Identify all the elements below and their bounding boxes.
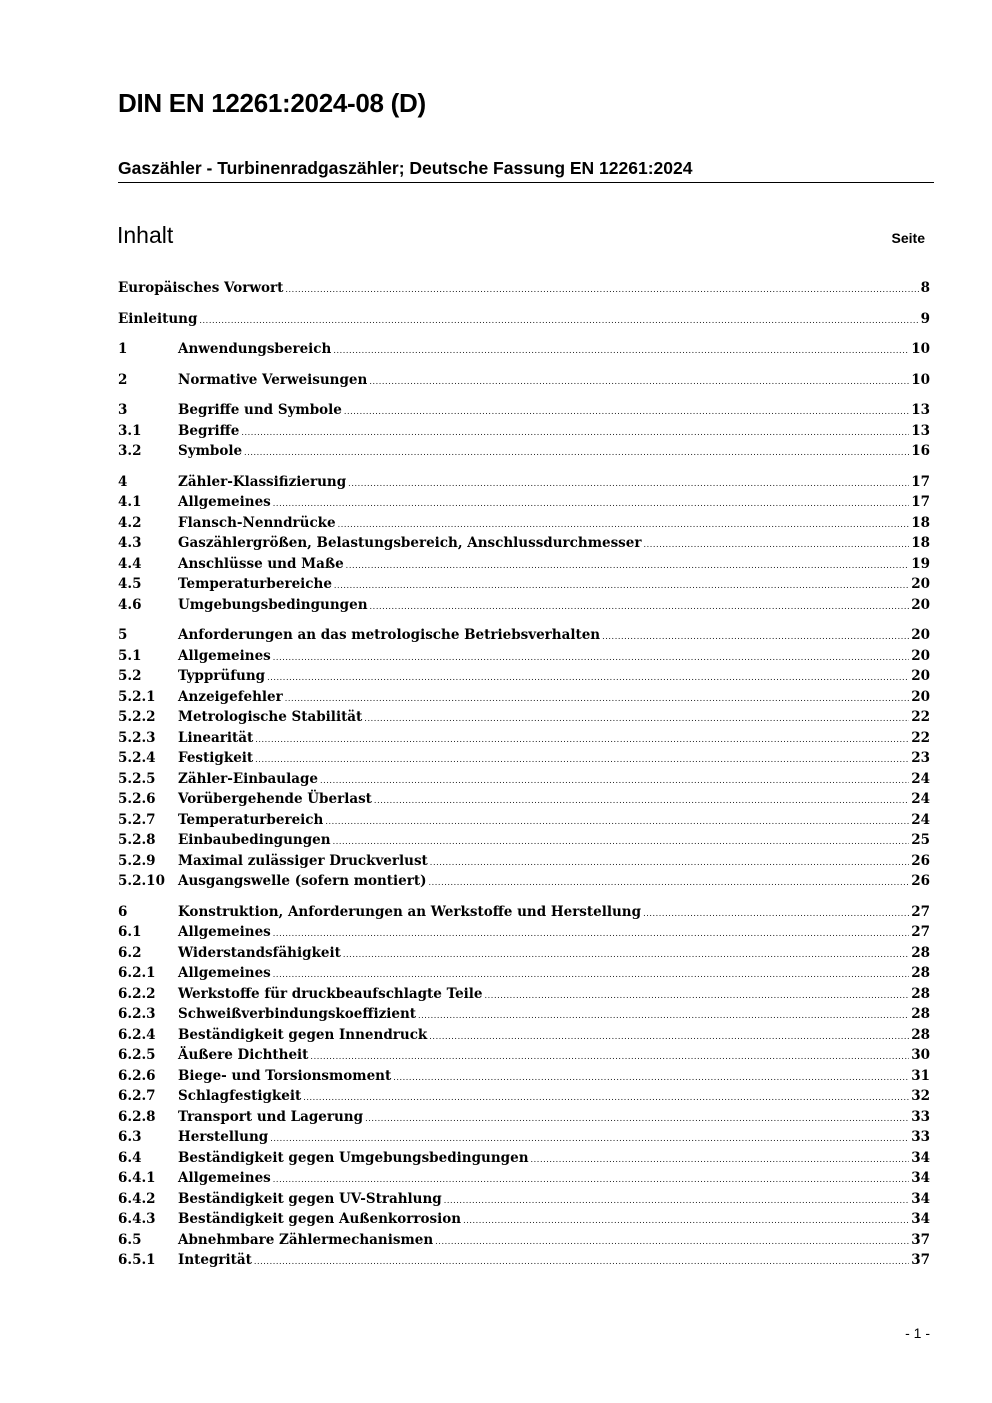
toc-entry[interactable] [118, 1088, 930, 1109]
toc-dot-leader [418, 1011, 909, 1020]
toc-entry-title: Zähler-Einbaulage [178, 770, 318, 787]
toc-entry-number: 4.1 [118, 494, 142, 510]
toc-entry-title: Linearität [178, 729, 254, 746]
toc-entry-page: 13 [911, 422, 930, 439]
toc-entry[interactable] [118, 1252, 930, 1273]
toc-entry-number: 4.6 [118, 596, 142, 613]
toc-entry-number: 5.2.8 [118, 832, 156, 848]
toc-dot-leader [429, 1032, 909, 1041]
toc-entry-page: 33 [911, 1129, 930, 1145]
toc-entry-number: 5.2.5 [118, 770, 156, 787]
toc-entry-title: Metrologische Stabilität [178, 709, 363, 725]
toc-entry-number: 3 [118, 402, 128, 418]
toc-entry[interactable] [118, 1191, 930, 1212]
toc-entry-number: 3.2 [118, 443, 142, 459]
toc-dot-leader [365, 1114, 909, 1123]
toc-dot-leader [273, 929, 909, 938]
toc-dot-leader [369, 377, 909, 386]
toc-entry[interactable] [118, 1211, 930, 1232]
toc-dot-leader [273, 653, 909, 662]
toc-entry[interactable] [118, 924, 930, 945]
toc-entry-title: Beständigkeit gegen Außenkorrosion [178, 1211, 462, 1227]
toc-entry-number: 5.2.3 [118, 729, 156, 746]
toc-entry-page: 24 [911, 811, 930, 828]
toc-entry-title: Äußere Dichtheit [178, 1047, 309, 1063]
toc-dot-leader [348, 479, 909, 488]
toc-entry-title: Allgemeines [178, 965, 271, 981]
toc-dot-leader [531, 1155, 910, 1164]
toc-entry-page: 20 [911, 688, 930, 705]
toc-dot-leader [393, 1073, 909, 1082]
toc-dot-leader [270, 1134, 909, 1143]
toc-entry-page: 20 [911, 627, 930, 643]
toc-dot-leader [602, 632, 909, 641]
toc-entry[interactable] [118, 668, 930, 689]
toc-entry-title: Allgemeines [178, 647, 271, 664]
toc-entry[interactable] [118, 597, 930, 618]
toc-entry-number: 6.5.1 [118, 1252, 156, 1268]
toc-entry-page: 16 [911, 443, 930, 459]
toc-entry-title: Maximal zulässiger Druckverlust [178, 852, 428, 869]
toc-entry-title: Konstruktion, Anforderungen an Werkstoffe und Herstellung [178, 903, 642, 920]
toc-dot-leader [435, 1237, 909, 1246]
toc-dot-leader [344, 407, 909, 416]
toc-dot-leader [374, 796, 909, 805]
toc-entry-page: 33 [911, 1108, 930, 1125]
toc-entry[interactable] [118, 873, 930, 894]
toc-entry-number: 4.2 [118, 514, 142, 531]
toc-entry[interactable] [118, 730, 930, 751]
toc-entry-page: 10 [911, 341, 930, 357]
toc-entry-page: 18 [911, 535, 930, 551]
toc-entry-page: 32 [911, 1088, 930, 1104]
toc-entry[interactable] [118, 556, 930, 577]
toc-entry-number: 6.2.4 [118, 1026, 156, 1043]
toc-dot-leader [429, 878, 910, 887]
toc-entry-page: 34 [911, 1211, 930, 1227]
toc-entry[interactable] [118, 372, 930, 393]
toc-dot-leader [199, 316, 918, 325]
toc-entry[interactable] [118, 515, 930, 536]
toc-entry-page: 28 [911, 1026, 930, 1043]
toc-entry-title: Allgemeines [178, 1170, 271, 1186]
toc-entry[interactable] [118, 1006, 930, 1027]
toc-entry-number: 6.2.6 [118, 1067, 156, 1084]
toc-entry-title: Umgebungsbedingungen [178, 596, 368, 613]
toc-entry-page: 34 [911, 1190, 930, 1207]
toc-entry[interactable] [118, 443, 930, 464]
toc-entry-title: Schweißverbindungskoeffizient [178, 1006, 417, 1022]
toc-entry-title: Herstellung [178, 1129, 269, 1145]
toc-entry-title: Typprüfung [178, 668, 266, 684]
toc-dot-leader [273, 1175, 909, 1184]
toc-entry-title: Beständigkeit gegen Innendruck [178, 1026, 428, 1043]
toc-entry-number: 4.5 [118, 576, 142, 592]
toc-entry-number: 6.2.7 [118, 1088, 156, 1104]
toc-entry[interactable] [118, 535, 930, 556]
toc-page-column-label: Seite [891, 230, 925, 246]
toc-entry[interactable] [118, 689, 930, 710]
toc-entry-title: Flansch-Nenndrücke [178, 514, 336, 531]
toc-entry-title: Gaszählergrößen, Belastungsbereich, Anschlussdurchmesser [178, 535, 642, 551]
toc-entry-page: 23 [911, 750, 930, 766]
toc-dot-leader [643, 909, 909, 918]
toc-entry[interactable] [118, 1150, 930, 1171]
document-title: DIN EN 12261:2024-08 (D) [118, 88, 426, 118]
toc-entry-number: 1 [118, 341, 128, 357]
toc-dot-leader [364, 714, 909, 723]
toc-entry[interactable] [118, 280, 930, 301]
toc-entry-page: 34 [911, 1170, 930, 1186]
toc-entry-number: 2 [118, 371, 128, 388]
toc-entry-title: Beständigkeit gegen Umgebungsbedingungen [178, 1149, 529, 1166]
toc-entry[interactable] [118, 1170, 930, 1191]
toc-dot-leader [333, 837, 910, 846]
toc-entry-number: 5.2.9 [118, 852, 156, 869]
toc-dot-leader [325, 817, 909, 826]
toc-entry-number: 6.2.8 [118, 1108, 156, 1125]
toc-entry[interactable] [118, 853, 930, 874]
toc-entry-page: 26 [911, 873, 930, 889]
toc-dot-leader [643, 540, 909, 549]
toc-entry-page: 20 [911, 596, 930, 613]
toc-entry[interactable] [118, 311, 930, 332]
toc-dot-leader [320, 776, 909, 785]
toc-entry-title: Vorübergehende Überlast [178, 791, 372, 807]
toc-entry-number: 6.4.1 [118, 1170, 156, 1186]
toc-entry-number: 4.3 [118, 535, 142, 551]
toc-entry-title: Schlagfestigkeit [178, 1088, 302, 1104]
toc-entry-page: 28 [911, 965, 930, 981]
toc-dot-leader [338, 520, 910, 529]
toc-entry[interactable] [118, 750, 930, 771]
toc-entry-title: Abnehmbare Zählermechanismen [178, 1231, 434, 1248]
toc-entry[interactable] [118, 904, 930, 925]
toc-entry[interactable] [118, 402, 930, 423]
toc-entry-page: 20 [911, 576, 930, 592]
toc-entry-title: Einbaubedingungen [178, 832, 331, 848]
toc-dot-leader [255, 735, 909, 744]
table-of-contents [118, 280, 930, 1273]
toc-entry[interactable] [118, 812, 930, 833]
toc-entry-page: 28 [911, 944, 930, 961]
toc-entry-number: 6.2.2 [118, 985, 156, 1002]
toc-entry-number: 6.4.3 [118, 1211, 156, 1227]
toc-entry-title: Allgemeines [178, 494, 271, 510]
toc-dot-leader [254, 1257, 909, 1266]
toc-entry-page: 10 [911, 371, 930, 388]
toc-entry[interactable] [118, 945, 930, 966]
document-subtitle: Gaszähler - Turbinenradgaszähler; Deutsche Fassung EN 12261:2024 [118, 158, 934, 183]
toc-entry-title: Begriffe und Symbole [178, 402, 342, 418]
toc-entry-page: 20 [911, 668, 930, 684]
toc-entry[interactable] [118, 474, 930, 495]
toc-dot-leader [333, 346, 909, 355]
toc-entry[interactable] [118, 1027, 930, 1048]
toc-entry-page: 30 [911, 1047, 930, 1063]
toc-entry-title: Begriffe [178, 422, 240, 439]
toc-entry-page: 37 [911, 1252, 930, 1268]
toc-entry-number: 6.2 [118, 944, 142, 961]
toc-entry[interactable] [118, 648, 930, 669]
toc-entry[interactable] [118, 1047, 930, 1068]
toc-entry-title: Anzeigefehler [178, 688, 283, 705]
toc-entry[interactable] [118, 986, 930, 1007]
toc-entry-title: Anschlüsse und Maße [178, 555, 344, 572]
toc-entry[interactable] [118, 771, 930, 792]
toc-entry-page: 20 [911, 647, 930, 664]
toc-entry[interactable] [118, 1109, 930, 1130]
toc-entry-title: Anwendungsbereich [178, 341, 332, 357]
toc-entry-number: 5.2.10 [118, 873, 165, 889]
toc-entry[interactable] [118, 341, 930, 362]
toc-entry-page: 31 [911, 1067, 930, 1084]
toc-entry-title: Transport und Lagerung [178, 1108, 364, 1125]
toc-entry[interactable] [118, 832, 930, 853]
toc-entry-page: 26 [911, 852, 930, 869]
toc-entry-page: 19 [911, 555, 930, 572]
toc-entry-page: 34 [911, 1149, 930, 1166]
toc-entry-number: 5.2.6 [118, 791, 156, 807]
toc-entry-title: Ausgangswelle (sofern montiert) [178, 873, 427, 889]
toc-entry-title: Temperaturbereich [178, 811, 324, 828]
toc-entry[interactable] [118, 1068, 930, 1089]
toc-entry-number: 6.2.1 [118, 965, 156, 981]
toc-entry-page: 18 [911, 514, 930, 531]
toc-entry-number: 5.2 [118, 668, 142, 684]
toc-entry-number: 6.1 [118, 924, 142, 940]
toc-dot-leader [430, 858, 909, 867]
toc-entry-number: 4 [118, 473, 128, 490]
toc-entry[interactable] [118, 423, 930, 444]
toc-entry-title: Integrität [178, 1252, 252, 1268]
toc-entry-page: 27 [911, 924, 930, 940]
toc-entry[interactable] [118, 1129, 930, 1150]
toc-entry-number: 6.4.2 [118, 1190, 156, 1207]
toc-dot-leader [303, 1093, 909, 1102]
toc-dot-leader [310, 1052, 909, 1061]
toc-entry-page: 27 [911, 903, 930, 920]
toc-entry-page: 17 [911, 494, 930, 510]
toc-entry-title: Zähler-Klassifizierung [178, 473, 347, 490]
toc-dot-leader [244, 448, 909, 457]
toc-entry[interactable] [118, 709, 930, 730]
toc-dot-leader [267, 673, 909, 682]
toc-entry-number: 3.1 [118, 422, 142, 439]
toc-entry-title: Biege- und Torsionsmoment [178, 1067, 392, 1084]
toc-entry-number: 5 [118, 627, 128, 643]
toc-dot-leader [255, 755, 909, 764]
toc-entry-number: 5.2.4 [118, 750, 156, 766]
toc-entry-number: 6.2.5 [118, 1047, 156, 1063]
toc-entry[interactable] [118, 494, 930, 515]
toc-entry-number: 4.4 [118, 555, 142, 572]
toc-entry-title: Europäisches Vorwort [118, 280, 284, 296]
toc-entry-number: 5.2.1 [118, 688, 156, 705]
toc-dot-leader [273, 970, 909, 979]
toc-entry-title: Werkstoffe für druckbeaufschlagte Teile [178, 985, 483, 1002]
toc-dot-leader [343, 950, 909, 959]
toc-entry-page: 24 [911, 770, 930, 787]
toc-heading: Inhalt [117, 222, 174, 248]
toc-entry-page: 9 [920, 310, 930, 327]
toc-entry-page: 24 [911, 791, 930, 807]
toc-entry-title: Temperaturbereiche [178, 576, 332, 592]
toc-entry-number: 5.2.2 [118, 709, 156, 725]
toc-dot-leader [334, 581, 909, 590]
toc-entry[interactable] [118, 627, 930, 648]
toc-entry-number: 6.3 [118, 1129, 142, 1145]
toc-entry-number: 5.2.7 [118, 811, 156, 828]
toc-entry-title: Widerstandsfähigkeit [178, 944, 341, 961]
toc-entry-page: 25 [911, 832, 930, 848]
page-number: - 1 - [905, 1325, 930, 1341]
toc-entry[interactable] [118, 791, 930, 812]
toc-dot-leader [485, 991, 910, 1000]
toc-entry-title: Beständigkeit gegen UV-Strahlung [178, 1190, 442, 1207]
toc-entry-number: 6.4 [118, 1149, 142, 1166]
toc-entry-page: 22 [911, 729, 930, 746]
toc-entry-title: Einleitung [118, 310, 198, 327]
toc-entry-title: Festigkeit [178, 750, 254, 766]
toc-entry-page: 28 [911, 985, 930, 1002]
toc-dot-leader [463, 1216, 909, 1225]
toc-entry-page: 17 [911, 473, 930, 490]
toc-entry-number: 6.2.3 [118, 1006, 156, 1022]
toc-entry[interactable] [118, 965, 930, 986]
toc-entry-page: 13 [911, 402, 930, 418]
toc-dot-leader [370, 602, 910, 611]
toc-dot-leader [285, 694, 909, 703]
toc-entry-title: Symbole [178, 443, 243, 459]
toc-dot-leader [241, 428, 909, 437]
toc-entry-title: Normative Verweisungen [178, 371, 368, 388]
toc-entry-title: Anforderungen an das metrologische Betriebsverhalten [178, 627, 601, 643]
toc-entry-page: 22 [911, 709, 930, 725]
toc-entry-number: 6 [118, 903, 128, 920]
toc-entry[interactable] [118, 1232, 930, 1253]
toc-entry[interactable] [118, 576, 930, 597]
toc-dot-leader [285, 285, 918, 294]
toc-dot-leader [273, 499, 909, 508]
toc-entry-page: 8 [920, 280, 930, 296]
toc-entry-page: 37 [911, 1231, 930, 1248]
toc-entry-page: 28 [911, 1006, 930, 1022]
toc-entry-number: 6.5 [118, 1231, 142, 1248]
toc-entry-title: Allgemeines [178, 924, 271, 940]
toc-dot-leader [444, 1196, 909, 1205]
toc-dot-leader [346, 561, 910, 570]
toc-entry-number: 5.1 [118, 647, 142, 664]
